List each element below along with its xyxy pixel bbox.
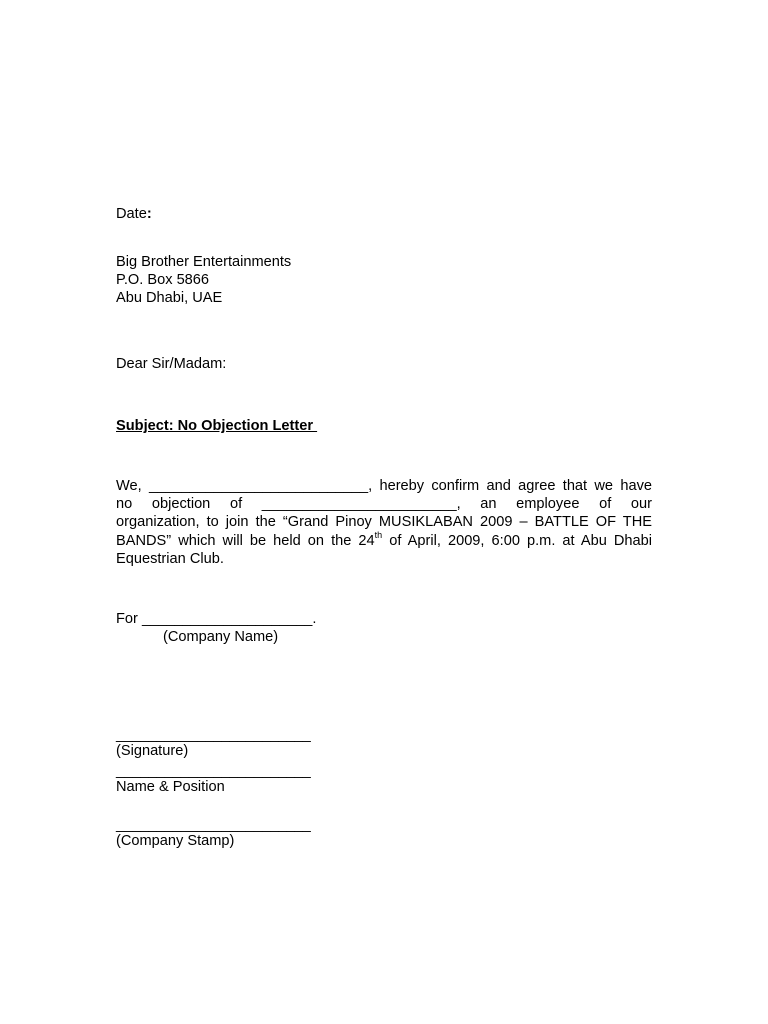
name-position-blank: ________________________ bbox=[116, 763, 311, 779]
body-line-2: no objection of ________________________, an employee of our bbox=[116, 496, 652, 513]
company-stamp-blank: ________________________ bbox=[116, 817, 311, 833]
date-colon: : bbox=[146, 206, 152, 222]
body-line-1: We, ___________________________, hereby confirm and agree that we have bbox=[116, 478, 652, 494]
subject-line: Subject: No Objection Letter bbox=[116, 418, 318, 434]
body-line-5: Equestrian Club. bbox=[116, 550, 224, 567]
date-ordinal-suffix: th bbox=[374, 529, 383, 540]
recipient-name: Big Brother Entertainments bbox=[116, 254, 292, 270]
company-name-caption: (Company Name) bbox=[163, 629, 279, 645]
company-stamp-caption: (Company Stamp) bbox=[116, 833, 235, 849]
name-position-caption: Name & Position bbox=[116, 779, 225, 795]
signature-caption: (Signature) bbox=[116, 743, 189, 759]
signature-blank: ________________________ bbox=[116, 727, 311, 743]
body-line-4-post: of April, 2009, 6:00 p.m. at Abu Dhabi bbox=[382, 532, 652, 549]
body-line-4 bbox=[116, 529, 652, 550]
date-label: Date bbox=[116, 206, 147, 222]
recipient-city: Abu Dhabi, UAE bbox=[116, 290, 223, 306]
recipient-pobox: P.O. Box 5866 bbox=[116, 272, 210, 288]
body-line-3: organization, to join the “Grand Pinoy MUSIKLABAN 2009 – BATTLE OF THE bbox=[116, 514, 652, 531]
for-company-line: For _____________________. bbox=[116, 611, 317, 627]
salutation: Dear Sir/Madam: bbox=[116, 356, 227, 372]
date-line bbox=[116, 205, 152, 223]
letter-body bbox=[116, 477, 652, 568]
body-line-4-pre: BANDS” which will be held on the 24 bbox=[116, 532, 375, 549]
